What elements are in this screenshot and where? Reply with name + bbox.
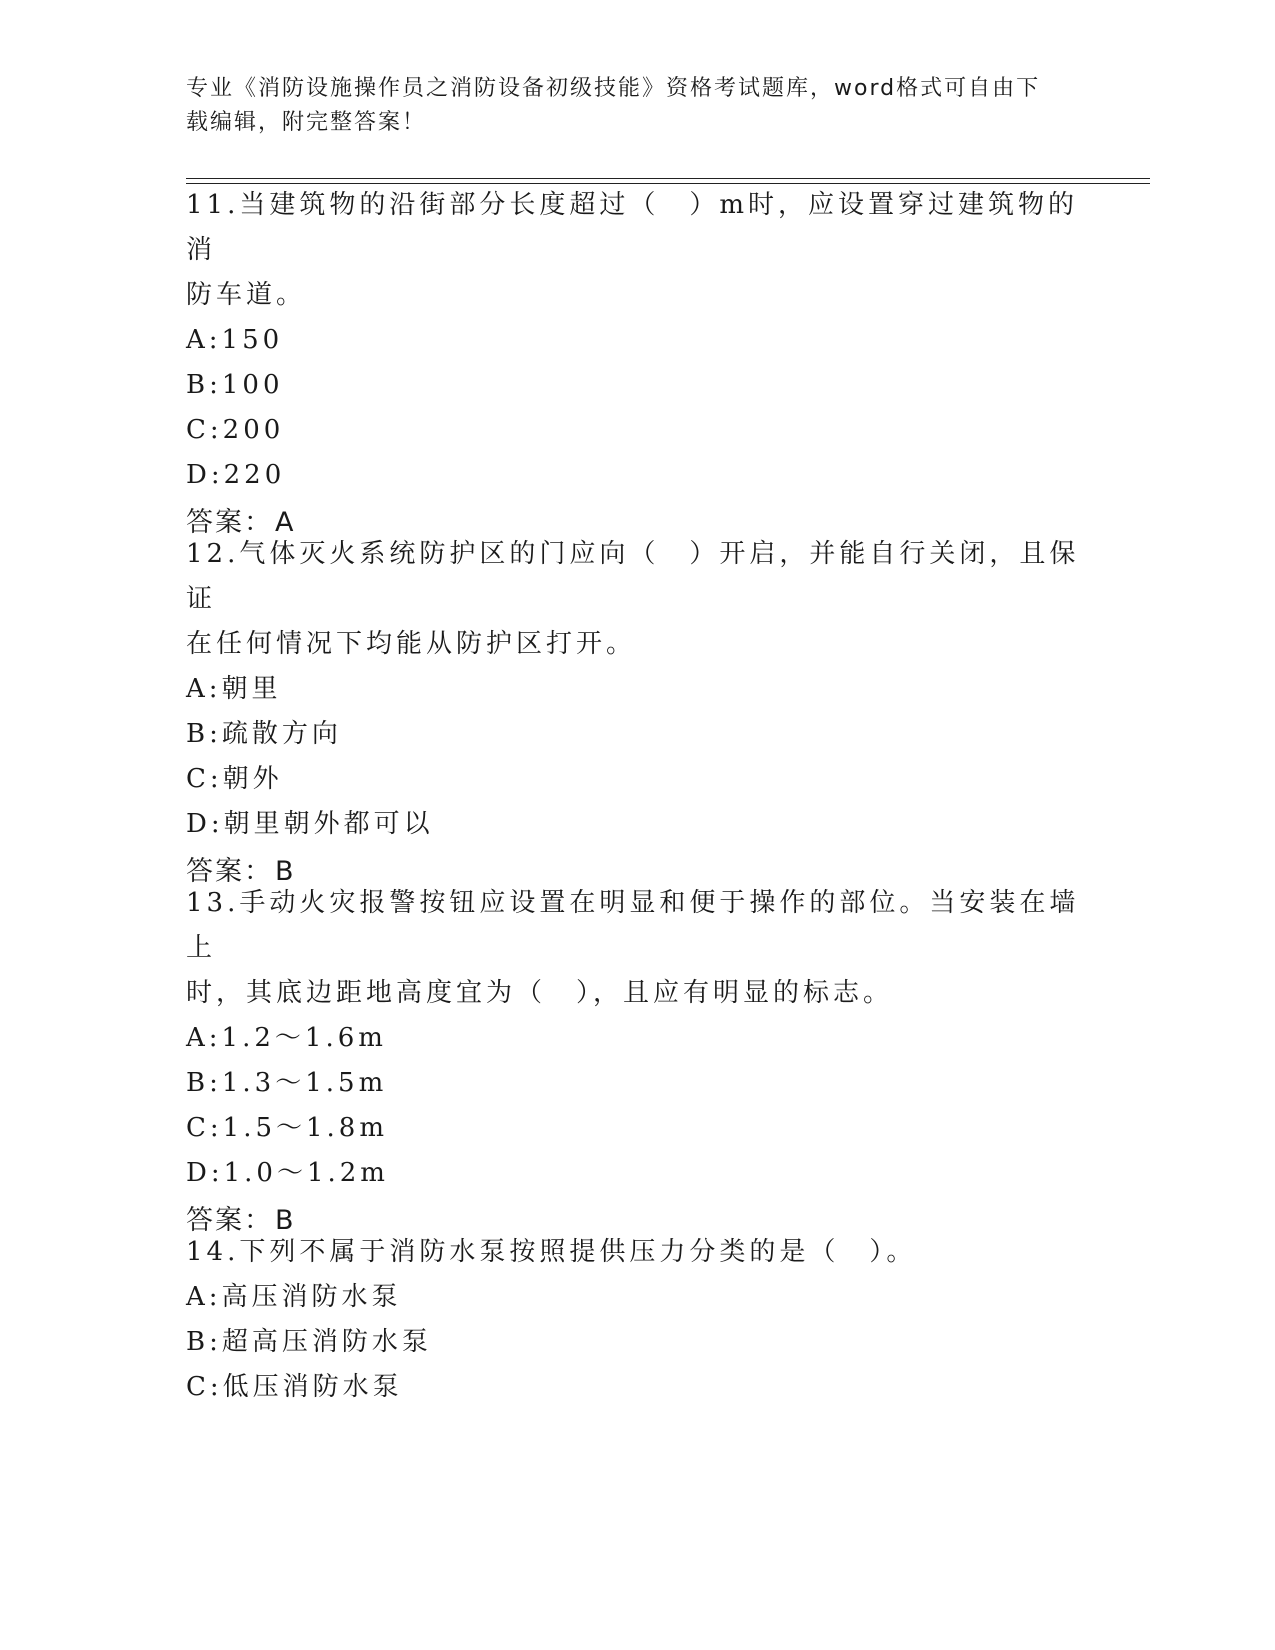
- option-text: 朝里: [221, 674, 282, 704]
- option-text: 1.2～1.6m: [221, 1023, 387, 1053]
- option-b: [186, 1061, 1086, 1106]
- question-stem-line: 14.下列不属于消防水泵按照提供压力分类的是（ ）。: [186, 1237, 917, 1267]
- option-text: 疏散方向: [221, 719, 342, 749]
- question-stem-line: 13.手动火灾报警按钮应设置在明显和便于操作的部位。当安装在墙上: [186, 888, 1080, 963]
- option-text: 1.0～1.2m: [223, 1158, 389, 1188]
- header-line-2: 载编辑，附完整答案！: [186, 110, 427, 135]
- option-text: 150: [221, 325, 284, 355]
- option-b: [186, 712, 1086, 757]
- option-letter: B:: [186, 719, 222, 749]
- option-letter: D:: [186, 809, 224, 839]
- option-letter: B:: [186, 370, 222, 400]
- option-letter: A:: [186, 1023, 222, 1053]
- option-b: [186, 1320, 1086, 1365]
- option-text: 高压消防水泵: [221, 1282, 402, 1312]
- option-letter: C:: [186, 1113, 223, 1143]
- option-letter: B:: [186, 1327, 222, 1357]
- option-a: [186, 318, 1086, 363]
- answer-label: 答案：: [186, 856, 273, 887]
- answer-value: B: [275, 856, 296, 887]
- question-13: [186, 881, 1086, 1243]
- option-text: 超高压消防水泵: [221, 1327, 432, 1357]
- header-line-1: 专业《消防设施操作员之消防设备初级技能》资格考试题库，word格式可自由下: [186, 76, 1041, 101]
- option-text: 朝外: [222, 764, 283, 794]
- answer-label: 答案：: [186, 507, 273, 538]
- answer-label: 答案：: [186, 1205, 273, 1236]
- question-14: [186, 1230, 1086, 1410]
- question-12: [186, 532, 1086, 894]
- option-letter: C:: [186, 415, 223, 445]
- option-text: 1.3～1.5m: [221, 1068, 388, 1098]
- option-c: [186, 1106, 1086, 1151]
- question-stem-line: 在任何情况下均能从防护区打开。: [186, 629, 637, 659]
- option-a: [186, 1275, 1086, 1320]
- option-letter: D:: [186, 460, 224, 490]
- option-letter: B:: [186, 1068, 222, 1098]
- option-letter: C:: [186, 1372, 223, 1402]
- option-letter: A:: [186, 674, 222, 704]
- option-d: [186, 1151, 1086, 1196]
- option-d: [186, 453, 1086, 498]
- option-text: 200: [222, 415, 285, 445]
- question-stem-line: 防车道。: [186, 280, 307, 310]
- answer-value: A: [275, 507, 296, 538]
- question-11: [186, 183, 1086, 545]
- option-a: [186, 667, 1086, 712]
- option-text: 100: [221, 370, 284, 400]
- answer-value: B: [275, 1205, 296, 1236]
- option-c: [186, 757, 1086, 802]
- option-c: [186, 408, 1086, 453]
- header-divider-top: [186, 178, 1150, 179]
- option-text: 低压消防水泵: [222, 1372, 403, 1402]
- option-letter: A:: [186, 325, 222, 355]
- option-text: 1.5～1.8m: [222, 1113, 389, 1143]
- option-text: 朝里朝外都可以: [223, 809, 434, 839]
- option-a: [186, 1016, 1086, 1061]
- option-letter: D:: [186, 1158, 224, 1188]
- option-b: [186, 363, 1086, 408]
- option-letter: C:: [186, 764, 223, 794]
- question-stem-line: 时，其底边距地高度宜为（ ），且应有明显的标志。: [186, 978, 894, 1008]
- question-stem-line: 11.当建筑物的沿街部分长度超过（ ）m时，应设置穿过建筑物的消: [186, 190, 1079, 265]
- document-header: [186, 72, 1086, 140]
- question-stem-line: 12.气体灭火系统防护区的门应向（ ）开启，并能自行关闭，且保证: [186, 539, 1080, 614]
- option-d: [186, 802, 1086, 847]
- option-c: [186, 1365, 1086, 1410]
- option-letter: A:: [186, 1282, 222, 1312]
- option-text: 220: [223, 460, 286, 490]
